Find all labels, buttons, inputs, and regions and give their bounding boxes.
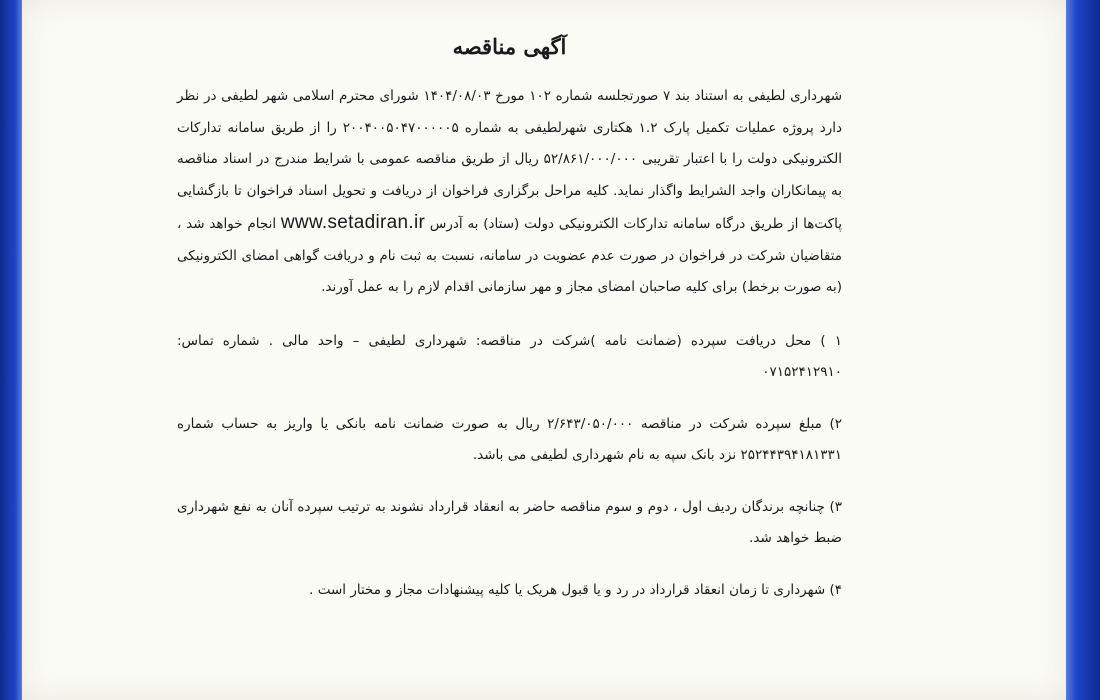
notice-content: [177, 22, 842, 606]
list-item-3: ۳) چنانچه برندگان ردیف اول ، دوم و سوم مناقصه حاضر به انعقاد قرارداد نشوند به ترتیب سپرده آنان به نفع شهرداری ضبط خواهد شد.: [177, 498, 842, 546]
list-item-4: ۴) شهرداری تا زمان انعقاد قرارداد در رد و یا قبول هریک یا کلیه پیشنهادات مجاز و مختار است .: [309, 581, 842, 598]
blue-frame-left: [0, 0, 22, 700]
list-item-1: ۱ ) محل دریافت سپرده (ضمانت نامه )شرکت در مناقصه: شهرداری لطیفی – واحد مالی . شماره تماس: ۰۷۱۵۲۴۱۲۹۱۰: [177, 332, 842, 380]
intro-text-part2: انجام خواهد شد ، متقاضیان شرکت در فراخوان در صورت عدم عضویت در سامانه، نسبت به ثبت نام و دریافت گواهی امضای الکترونیکی (به صورت برخط) برای کلیه صاحبان امضای مجاز و مهر سازمانی اقدام لازم را به عمل آورند.: [177, 216, 842, 295]
setad-url-link[interactable]: www.setadiran.ir: [280, 212, 426, 233]
intro-text-part1: شهرداری لطیفی به استناد بند ۷ صورتجلسه شماره ۱۰۲ مورخ ۱۴۰۴/۰۸/۰۳ شورای محترم اسلامی شهر لطیفی در نظر دارد پروژه عملیات تکمیل پارک ۱.۲ هکتاری شهرلطیفی به شماره ۲۰۰۴۰۰۵۰۴۷۰۰۰۰۰۵ را از طریق سامانه تدارکات الکترونیکی دولت را با اعتبار تقریبی ۵۲/۸۶۱/۰۰۰/۰۰۰ ریال از طریق مناقصه عمومی با شرایط مندرج در اسناد مناقصه به پیمانکاران واجد الشرایط واگذار نماید. کلیه مراحل برگزاری فراخوان از دریافت و تحویل اسناد فراخوان تا بازگشایی پاکت‌ها از طریق درگاه سامانه تدارکات الکترونیکی دولت (ستاد) به آدرس: [177, 88, 843, 232]
page-title: آگهی مناقصه: [452, 34, 567, 59]
blue-frame-right: [1066, 0, 1100, 700]
list-item-2: ۲) مبلغ سپرده شرکت در مناقصه ۲/۶۴۳/۰۵۰/۰۰۰ ریال به صورت ضمانت نامه بانکی یا واریز به حساب شماره ۲۵۲۴۴۳۹۴۱۸۱۳۳۱ نزد بانک سپه به نام شهرداری لطیفی می باشد.: [177, 415, 842, 463]
intro-paragraph: [177, 81, 842, 304]
scanned-paper: [22, 0, 1066, 700]
